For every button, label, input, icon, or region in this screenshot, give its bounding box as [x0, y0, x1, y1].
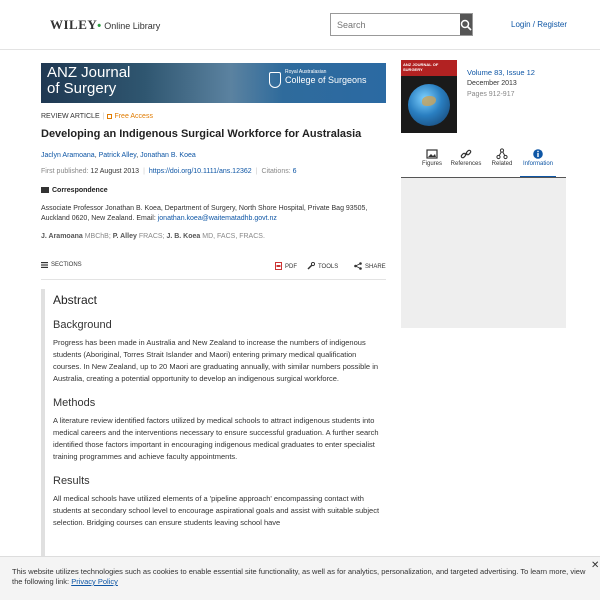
library-name: Online Library	[104, 21, 161, 31]
envelope-icon	[41, 187, 49, 193]
journal-title: ANZ Journal of Surgery	[47, 64, 131, 97]
abstract-section	[41, 289, 386, 569]
image-icon	[426, 148, 438, 160]
correspondence-text: Associate Professor Jonathan B. Koea, Department of Surgery, North Shore Hospital, Private Bag 93505, Auckland 0620, New Zealand. Email: jonathan.koea@waitematadhb.govt.nz	[41, 205, 368, 222]
tab-information[interactable]: Information	[520, 146, 556, 178]
tab-related[interactable]: Related	[484, 146, 520, 178]
correspondence-heading: Correspondence	[41, 187, 108, 194]
author-link[interactable]: Patrick Alley	[98, 152, 137, 159]
privacy-policy-link[interactable]: Privacy Policy	[71, 577, 118, 586]
cover-band: ANZ JOURNAL OF SURGERY	[401, 60, 457, 76]
share-icon	[354, 262, 362, 270]
search-box	[330, 13, 473, 36]
tools-button[interactable]: TOOLS	[307, 262, 338, 270]
network-icon	[496, 148, 508, 160]
lock-icon	[107, 114, 112, 119]
pdf-button[interactable]: PDF	[275, 262, 297, 270]
publication-info: First published: 12 August 2013 | https://doi.org/10.1111/ans.12362 | Citations: 6	[41, 168, 297, 175]
cookie-text: This website utilizes technologies such as cookies to enable essential site functionality, as well as for analytics, personalization, and targeted advertising. To learn more, view the following link: Privacy Policy	[12, 567, 586, 586]
methods-text: A literature review identified factors utilized by medical schools to attract indigenous students into medical careers and the interventions necessary to ensure successful graduation. A further search identified those factors important in encouraging indigenous medical graduates to enter specialist training programmes and achieve faculty appointments.	[53, 416, 379, 461]
brand-name: WILEY	[50, 17, 98, 32]
author-list: Jaclyn Aramoana, Patrick Alley, Jonathan B. Koea	[41, 152, 196, 159]
results-text: All medical schools have utilized elements of a 'pipeline approach' encompassing contact with students at secondary school level to encourage aspirational goals and assist with suitable subject selection. Bridging courses can ensure students leaving school have	[53, 494, 380, 527]
journal-banner[interactable]	[41, 63, 386, 103]
college-logo: Royal Australasian College of Surgeons	[269, 69, 379, 86]
info-icon	[532, 148, 544, 160]
methods-heading: Methods	[53, 397, 96, 409]
cookie-banner	[0, 556, 600, 600]
pdf-icon	[275, 262, 282, 270]
globe-image	[408, 84, 450, 126]
background-heading: Background	[53, 319, 112, 331]
wrench-icon	[307, 262, 315, 270]
journal-cover[interactable]	[401, 60, 457, 133]
divider	[41, 279, 386, 280]
email-link[interactable]: jonathan.koea@waitematadhb.govt.nz	[157, 215, 277, 222]
issue-pages: Pages 912-917	[467, 91, 515, 98]
citations-link[interactable]: 6	[292, 168, 297, 175]
background-text: Progress has been made in Australia and New Zealand to increase the numbers of indigenous students (Aboriginal, Torres Strait Islander and Maori) entering primary medical qualification courses. In New Zealand, up to 20 Maori are graduating annually, with similar numbers possible in Australia, creating a potential opportunity to develop an indigenous surgical workforce.	[53, 338, 379, 383]
information-panel	[401, 178, 566, 328]
tab-references[interactable]: References	[448, 146, 484, 178]
article-type: REVIEW ARTICLE | Free Access	[41, 113, 153, 120]
issue-date: December 2013	[467, 80, 517, 87]
author-link[interactable]: Jonathan B. Koea	[140, 152, 196, 159]
login-register-link[interactable]: Login / Register	[511, 20, 568, 29]
brand-dot: •	[97, 20, 102, 32]
link-icon	[460, 148, 472, 160]
abstract-heading: Abstract	[53, 293, 98, 307]
list-icon	[41, 262, 48, 268]
site-header	[0, 0, 600, 50]
free-access-badge: Free Access	[114, 113, 153, 120]
doi-link[interactable]: https://doi.org/10.1111/ans.12362	[148, 168, 252, 175]
sections-button[interactable]: SECTIONS	[41, 262, 82, 268]
author-link[interactable]: Jaclyn Aramoana	[41, 152, 95, 159]
search-icon	[460, 19, 472, 31]
share-button[interactable]: SHARE	[354, 262, 386, 270]
article-toolbar	[41, 260, 386, 272]
crest-icon	[269, 72, 281, 88]
volume-issue-link[interactable]: Volume 83, Issue 12	[467, 68, 535, 77]
wiley-logo[interactable]	[50, 17, 160, 33]
results-heading: Results	[53, 475, 90, 487]
info-tabs	[414, 146, 566, 178]
author-credentials: J. Aramoana MBChB; P. Alley FRACS; J. B. Koea MD, FACS, FRACS.	[41, 233, 265, 240]
search-input[interactable]	[331, 14, 460, 35]
close-icon[interactable]: ✕	[591, 560, 600, 571]
tab-figures[interactable]: Figures	[414, 146, 450, 178]
article-title: Developing an Indigenous Surgical Workforce for Australasia	[41, 128, 362, 140]
search-button[interactable]	[460, 14, 472, 35]
